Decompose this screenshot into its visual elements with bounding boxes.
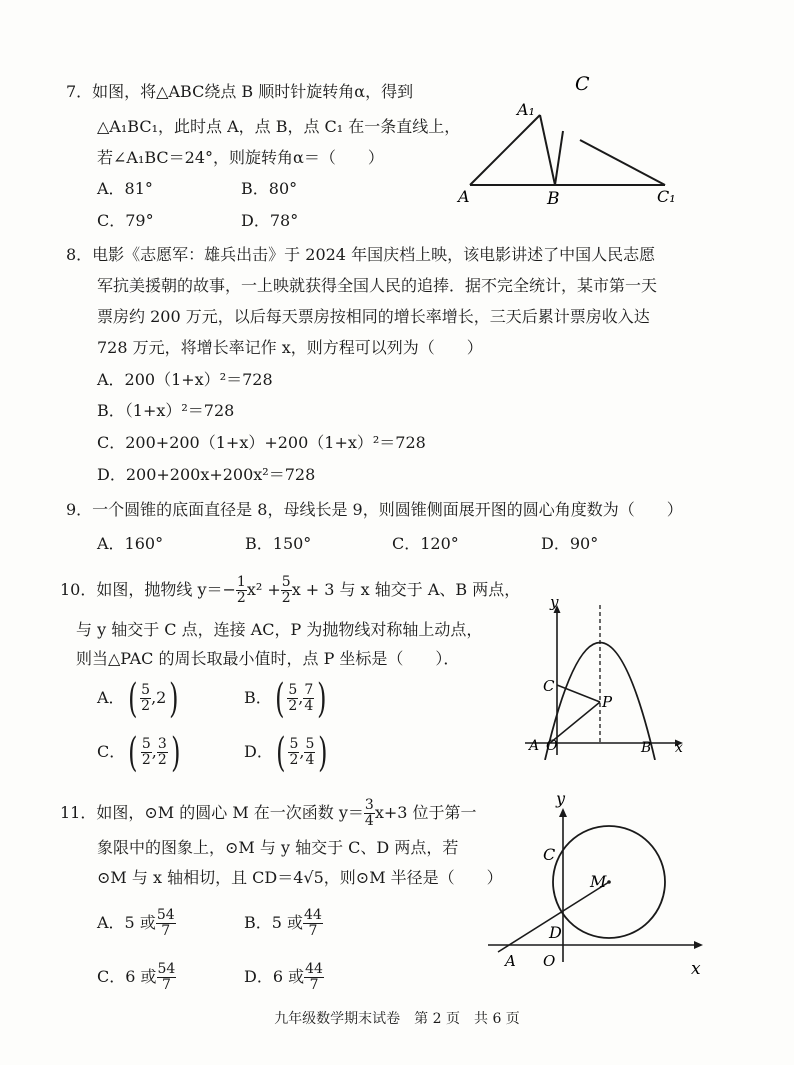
q10-option-c-y-num: 3	[157, 736, 167, 752]
q8-option-a: A．200（1+x）²＝728	[97, 370, 273, 389]
q11-option-b-num: 44	[304, 907, 322, 923]
q11-figure	[483, 790, 713, 980]
q10-option-c-y-den: 2	[157, 752, 167, 768]
q10-option-c-y	[157, 737, 168, 768]
q11-option-d-num: 44	[305, 961, 323, 977]
q11-option-d-label: D．6 或	[244, 967, 305, 986]
q10-fraction-1-num: 1	[236, 574, 246, 590]
q7-label-c1: C₁	[657, 187, 676, 206]
q7-option-a: A．81°	[97, 179, 153, 198]
q11-option-b	[244, 901, 323, 945]
q11-label-c: C	[543, 845, 556, 864]
q8-option-d: D．200+200x+200x²＝728	[97, 465, 316, 484]
q11-label-x: x	[691, 959, 701, 979]
q11-line-1-post: x+3 位于第一	[374, 803, 477, 822]
q10-line-1-pre: 10．如图，抛物线 y＝−	[60, 580, 236, 599]
q10-option-d: D．( $\frac{5}{2}$ , $\frac{5}{4}$ )	[244, 729, 328, 776]
q10-option-b-x-num: 5	[288, 682, 298, 698]
q7-segment-cc1	[580, 140, 665, 185]
q7-segment-bc	[555, 131, 563, 185]
q10-label-b: B	[641, 740, 652, 756]
q11-line-1-pre: 11．如图，⊙M 的圆心 M 在一次函数 y＝	[60, 803, 364, 822]
q11-option-c-frac	[157, 962, 177, 993]
q11-fraction-num: 3	[364, 797, 374, 813]
q10-line-1-post: x + 3 与 x 轴交于 A、B 两点，	[291, 580, 521, 599]
q8-line-3: 票房约 200 万元，以后每天票房按相同的增长率增长，三天后累计票房收入达	[97, 307, 650, 326]
q10-line-3: 则当△PAC 的周长取最小值时，点 P 坐标是（ ）．	[76, 649, 460, 668]
q10-option-c-x-num: 5	[141, 736, 151, 752]
q10-option-c-x-den: 2	[141, 752, 151, 768]
q10-label-p: P	[602, 693, 613, 711]
q10-option-b-x	[287, 683, 298, 714]
q10-label-x: x	[675, 740, 683, 756]
q11-label-a: A	[505, 952, 516, 970]
q11-label-y: y	[556, 790, 566, 808]
q7-figure	[455, 68, 695, 213]
q10-option-d-x-num: 5	[289, 736, 299, 752]
q10-option-a-label: A．	[97, 688, 125, 707]
q10-option-a: A．( $\frac{5}{2}$ ,2)	[97, 675, 179, 722]
q7-label-a1: A₁	[517, 100, 535, 119]
q11-option-a-label: A．5 或	[97, 913, 156, 932]
q9-option-d: D．90°	[541, 534, 599, 553]
q7-line-1: 7．如图，将△ABC绕点 B 顺时针旋转角α，得到	[66, 82, 414, 101]
q10-option-b-x-den: 2	[288, 698, 298, 714]
q11-option-c-num: 54	[157, 961, 176, 977]
q11-option-a-num: 54	[156, 907, 175, 923]
q10-line-1	[60, 572, 520, 608]
q7-option-c: C．79°	[97, 211, 154, 230]
q10-fraction-1-den: 2	[236, 590, 246, 606]
q10-option-d-y	[304, 737, 315, 768]
q10-option-a-x-num: 5	[141, 682, 151, 698]
q7-label-a: A	[458, 187, 470, 206]
q8-line-2: 军抗美援朝的故事，一上映就获得全国人民的追捧．据不完全统计，某市第一天	[97, 276, 658, 295]
q11-label-m: M	[590, 872, 607, 891]
q8-option-c: C．200+200（1+x）+200（1+x）²＝728	[97, 433, 426, 452]
q11-option-b-label: B．5 或	[244, 913, 304, 932]
q10-option-a-y: ,2	[151, 688, 167, 707]
q10-line-2: 与 y 轴交于 C 点，连接 AC，P 为抛物线对称轴上动点，	[76, 620, 483, 639]
q10-option-b-y-den: 4	[304, 698, 314, 714]
q8-line-4: 728 万元，将增长率记作 x，则方程可以列为（ ）	[97, 338, 483, 357]
q11-fraction-den: 4	[364, 813, 374, 829]
q10-option-d-label: D．	[244, 742, 273, 761]
q8-option-b: B．（1+x）²＝728	[97, 401, 235, 420]
q10-option-c-label: C．	[97, 742, 126, 761]
q11-option-c-label: C．6 或	[97, 967, 157, 986]
q8-line-1: 8．电影《志愿军：雄兵出击》于 2024 年国庆档上映，该电影讲述了中国人民志愿	[66, 245, 656, 264]
q7-segment-a1b	[540, 115, 555, 185]
q9-option-a: A．160°	[97, 534, 164, 553]
q11-option-a	[97, 901, 176, 945]
q10-label-c: C	[543, 677, 555, 695]
q10-fraction-2-num: 5	[281, 574, 291, 590]
q7-line-3: 若∠A₁BC＝24°，则旋转角α＝（ ）	[97, 148, 384, 167]
q10-fraction-2	[281, 575, 292, 606]
page-footer: 九年级数学期末试卷 第 2 页 共 6 页	[274, 1011, 520, 1027]
q11-option-c-den: 7	[161, 977, 171, 993]
q11-label-d: D	[549, 923, 562, 942]
q11-option-a-den: 7	[161, 923, 171, 939]
q11-option-c	[97, 955, 176, 999]
q7-segment-ab	[470, 115, 540, 185]
q11-y-arrow	[559, 808, 567, 817]
q10-option-a-x-den: 2	[141, 698, 151, 714]
q10-label-a: A	[529, 738, 540, 754]
q11-option-b-den: 7	[308, 923, 318, 939]
q9-line-1: 9．一个圆锥的底面直径是 8，母线长是 9，则圆锥侧面展开图的圆心角度数为（ ）	[66, 500, 683, 519]
q11-x-arrow	[694, 941, 703, 949]
q10-option-c: C．( $\frac{5}{2}$ , $\frac{3}{2}$ )	[97, 729, 181, 776]
q11-option-d	[244, 955, 324, 999]
q10-label-y: y	[550, 595, 559, 611]
q11-option-a-frac	[156, 908, 176, 939]
q10-option-b-y-num: 7	[304, 682, 314, 698]
q10-figure	[515, 595, 700, 760]
q10-option-b: B．( $\frac{5}{2}$ , $\frac{7}{4}$ )	[244, 675, 327, 722]
q9-option-b: B．150°	[245, 534, 312, 553]
q10-option-b-label: B．	[244, 688, 272, 707]
q11-line-1	[60, 795, 477, 831]
q9-option-c: C．120°	[392, 534, 459, 553]
q7-option-b: B．80°	[241, 179, 298, 198]
q11-option-d-frac	[304, 962, 324, 993]
q11-fraction	[364, 798, 375, 829]
q10-option-d-x	[288, 737, 299, 768]
q11-center-point	[607, 880, 611, 884]
q7-label-b: B	[547, 189, 560, 209]
q10-option-d-y-den: 4	[305, 752, 315, 768]
q7-label-c: C	[575, 73, 590, 95]
q10-option-d-x-den: 2	[289, 752, 299, 768]
q10-option-c-x	[141, 737, 152, 768]
q10-option-b-y	[303, 683, 314, 714]
q7-option-d: D．78°	[241, 211, 299, 230]
q10-option-a-x	[140, 683, 151, 714]
q11-option-d-den: 7	[309, 977, 319, 993]
q10-fraction-2-den: 2	[281, 590, 291, 606]
q11-label-o: O	[543, 952, 556, 970]
q11-line-2: 象限中的图象上，⊙M 与 y 轴交于 C、D 两点，若	[97, 838, 459, 857]
q10-option-d-y-num: 5	[305, 736, 315, 752]
q10-line-1-mid: x² +	[246, 580, 281, 599]
q10-label-o: O	[546, 738, 558, 754]
q11-line-3: ⊙M 与 x 轴相切，且 CD＝4√5，则⊙M 半径是（ ）	[97, 868, 503, 887]
q11-option-b-frac	[303, 908, 323, 939]
q7-line-2: △A₁BC₁，此时点 A，点 B，点 C₁ 在一条直线上，	[97, 117, 461, 136]
q10-fraction-1	[236, 575, 247, 606]
